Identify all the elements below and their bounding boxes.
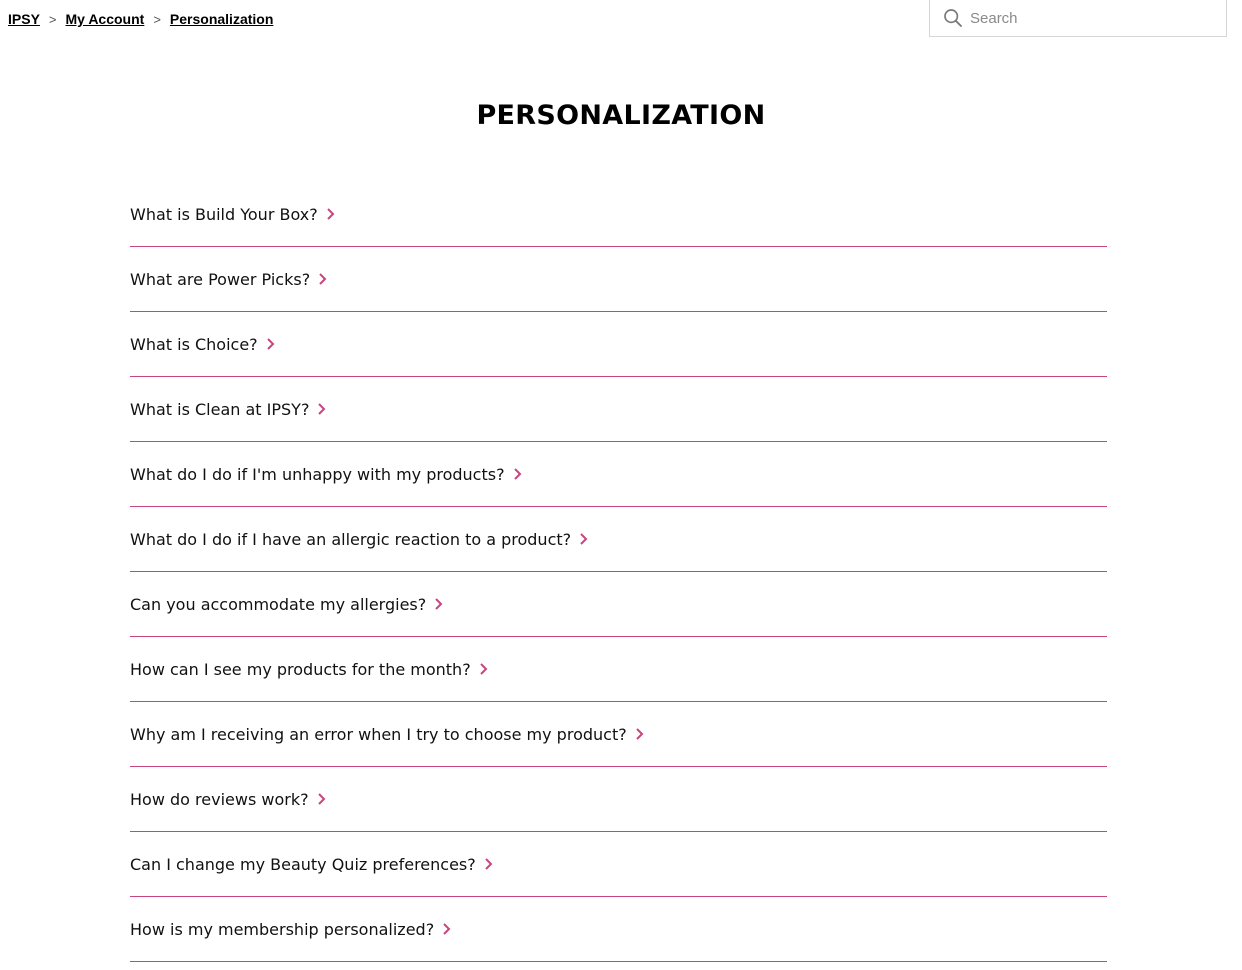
faq-link[interactable] <box>130 920 452 939</box>
search-icon[interactable] <box>943 8 963 28</box>
faq-question: How can I see my products for the month? <box>130 659 471 679</box>
faq-question: What are Power Picks? <box>130 269 311 289</box>
faq-item[interactable] <box>130 377 1107 442</box>
faq-item[interactable] <box>130 897 1107 962</box>
faq-item[interactable] <box>130 637 1107 702</box>
chevron-right-icon <box>326 207 336 221</box>
faq-item[interactable] <box>130 312 1107 377</box>
chevron-right-icon <box>513 467 523 481</box>
page-title: PERSONALIZATION <box>476 100 766 131</box>
faq-question: What do I do if I'm unhappy with my products? <box>130 464 505 484</box>
chevron-right-icon <box>318 272 328 286</box>
faq-link[interactable] <box>130 790 327 809</box>
faq-link[interactable] <box>130 660 489 679</box>
chevron-right-icon <box>434 597 444 611</box>
faq-question: Can I change my Beauty Quiz preferences? <box>130 854 476 874</box>
faq-link[interactable] <box>130 205 336 224</box>
faq-item[interactable] <box>130 832 1107 897</box>
faq-question: Can you accommodate my allergies? <box>130 594 427 614</box>
faq-item[interactable] <box>130 572 1107 637</box>
faq-item[interactable] <box>130 182 1107 247</box>
search-input[interactable] <box>970 10 1200 27</box>
faq-link[interactable] <box>130 595 444 614</box>
faq-item[interactable] <box>130 767 1107 832</box>
chevron-right-icon <box>479 662 489 676</box>
breadcrumb-personalization[interactable]: Personalization <box>169 11 274 27</box>
breadcrumb-ipsy[interactable]: IPSY <box>8 11 40 27</box>
faq-item[interactable] <box>130 247 1107 312</box>
chevron-right-icon <box>635 727 645 741</box>
faq-item[interactable] <box>130 442 1107 507</box>
chevron-right-icon <box>266 337 276 351</box>
faq-question: What do I do if I have an allergic reaction to a product? <box>130 529 572 549</box>
chevron-right-icon <box>579 532 589 546</box>
faq-question: What is Choice? <box>130 334 258 354</box>
breadcrumb-separator: > <box>153 11 161 27</box>
faq-question: How is my membership personalized? <box>130 919 435 939</box>
chevron-right-icon <box>317 402 327 416</box>
faq-link[interactable] <box>130 270 328 289</box>
faq-question: What is Clean at IPSY? <box>130 399 310 419</box>
faq-item[interactable] <box>130 507 1107 572</box>
faq-link[interactable] <box>130 400 327 419</box>
chevron-right-icon <box>484 857 494 871</box>
faq-item[interactable] <box>130 702 1107 767</box>
chevron-right-icon <box>317 792 327 806</box>
faq-list <box>130 182 1107 962</box>
faq-link[interactable] <box>130 855 494 874</box>
faq-question: What is Build Your Box? <box>130 204 318 224</box>
breadcrumb <box>8 11 273 27</box>
faq-link[interactable] <box>130 725 645 744</box>
faq-link[interactable] <box>130 465 523 484</box>
faq-question: Why am I receiving an error when I try to choose my product? <box>130 724 627 744</box>
breadcrumb-my-account[interactable]: My Account <box>65 11 145 27</box>
search-box <box>929 0 1227 37</box>
faq-question: How do reviews work? <box>130 789 309 809</box>
breadcrumb-separator: > <box>48 11 57 27</box>
faq-link[interactable] <box>130 335 276 354</box>
faq-link[interactable] <box>130 530 589 549</box>
chevron-right-icon <box>442 922 452 936</box>
